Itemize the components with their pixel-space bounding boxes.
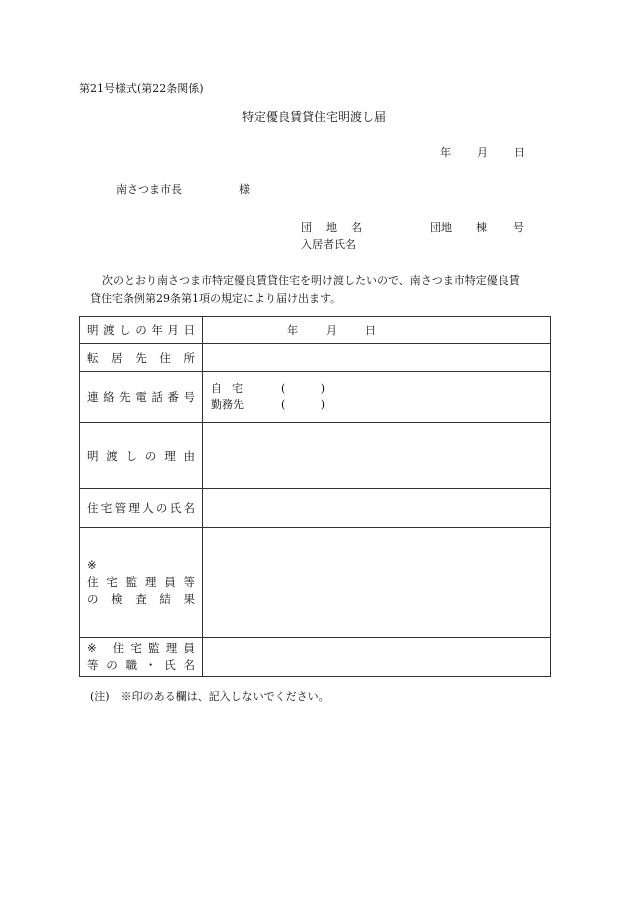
- label-line-1: 住 宅 監 理 員 等: [87, 575, 195, 589]
- label-manager: [80, 489, 203, 528]
- row-vacate-date: [80, 317, 551, 344]
- phone-field[interactable]: [203, 372, 551, 423]
- resident-name-label: 入居者氏名: [301, 238, 356, 251]
- row-inspector: [80, 638, 551, 677]
- row-phone: [80, 372, 551, 423]
- label-text: [80, 640, 202, 674]
- danchi-suffix: 団地: [430, 221, 452, 234]
- form-table: [79, 316, 551, 677]
- paren-open: (: [281, 398, 286, 411]
- phone-work-label: 勤務先: [211, 398, 244, 411]
- vacate-date-field[interactable]: [203, 317, 551, 344]
- label-text: 住 宅 管 理 人 の 氏 名: [87, 501, 195, 515]
- addressee: [116, 181, 250, 197]
- label-new-address: [80, 344, 203, 372]
- danchi-label: 団地名: [301, 221, 376, 234]
- date-month: 月: [477, 146, 488, 159]
- intro-paragraph: [90, 272, 520, 308]
- applicant-block: [301, 219, 524, 253]
- label-text: 連 絡 先 電 話 番 号: [87, 390, 195, 404]
- label-text: [80, 557, 202, 608]
- date-day: 日: [514, 146, 525, 159]
- label-reason: [80, 423, 203, 489]
- intro-line-1: 次のとおり南さつま市特定優良賃貸住宅を明け渡したいので、南さつま市特定優良賃: [102, 274, 520, 287]
- addressee-honorific: 様: [239, 183, 250, 196]
- label-inspection: [80, 528, 203, 638]
- vacate-month: 月: [326, 324, 337, 337]
- paren-close: ): [320, 398, 325, 411]
- paren-close: ): [320, 382, 325, 395]
- phone-home-line: [211, 381, 550, 397]
- vacate-day: 日: [365, 324, 376, 337]
- vacate-year: 年: [287, 324, 298, 337]
- phone-work-line: [211, 397, 550, 413]
- label-line-1: ※ 住 宅 監 理 員: [87, 641, 195, 655]
- number-label: 号: [513, 221, 524, 234]
- date-line: [440, 144, 525, 160]
- label-text: 明 渡 し の 年 月 日: [87, 323, 195, 337]
- form-number: 第21号様式(第22条関係): [79, 82, 204, 95]
- label-line-2: 等 の 職 ・ 氏 名: [87, 658, 195, 672]
- row-manager: [80, 489, 551, 528]
- date-year: 年: [440, 146, 451, 159]
- reason-field[interactable]: [203, 423, 551, 489]
- row-inspection: [80, 528, 551, 638]
- label-phone: [80, 372, 203, 423]
- label-vacate-date: [80, 317, 203, 344]
- new-address-field[interactable]: [203, 344, 551, 372]
- inspector-name-field: [203, 638, 551, 677]
- label-text: 明 渡 し の 理 由: [87, 448, 195, 463]
- building-label: 棟: [476, 221, 487, 234]
- inspection-result-field: [203, 528, 551, 638]
- label-text: 転 居 先 住 所: [87, 350, 195, 365]
- row-new-address: [80, 344, 551, 372]
- form-title: 特定優良賃貸住宅明渡し届: [242, 110, 387, 124]
- manager-name-field[interactable]: [203, 489, 551, 528]
- label-line-2: の 検 査 結 果: [87, 592, 195, 606]
- paren-open: (: [281, 382, 286, 395]
- phone-home-label: 自宅: [211, 382, 253, 395]
- row-reason: [80, 423, 551, 489]
- addressee-name: 南さつま市長: [116, 183, 182, 196]
- label-inspector: [80, 638, 203, 677]
- mark-icon: ※: [87, 558, 97, 572]
- footnote: (注) ※印のある欄は、記入しないでください。: [90, 690, 330, 703]
- intro-line-2: 貸住宅条例第29条第1項の規定により届け出ます。: [90, 292, 342, 305]
